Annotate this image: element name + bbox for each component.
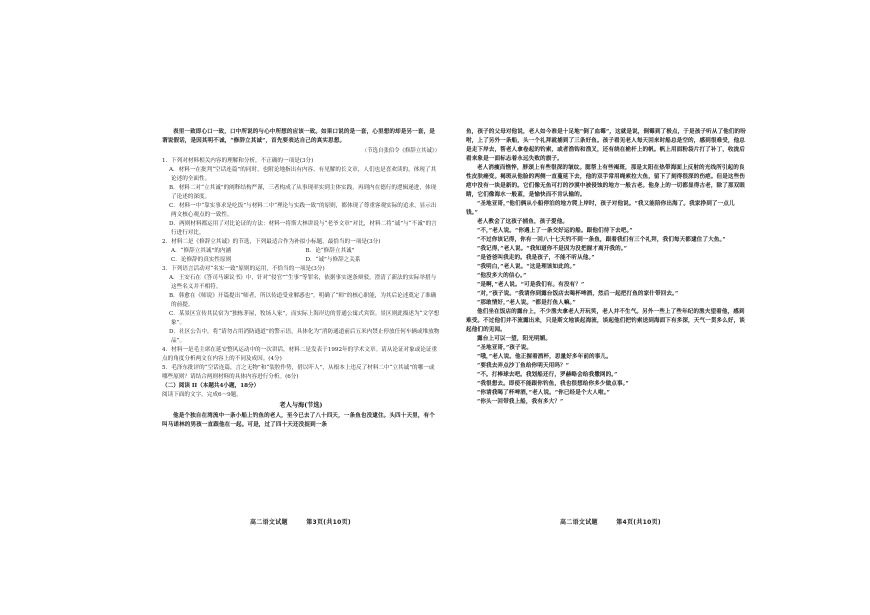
question-1-option-a: A．材料一在批判“空话连篇”的同时，也附论地指出有内容、有见解的长文章，人们也是喜欢读的，体现了其论述的全面性。 <box>169 167 437 182</box>
intro-paragraph: 表里一致即心口一致，口中所说的与心中所想的应该一致。如果口说的是一套，心里想的却是另一套，是谓说假话，是因其明不诚，“修辞立其诚”，首先要表达自己的真实思想。 <box>162 129 435 144</box>
dialogue-line: “哦，”老人说。他正握着酒杯，思量好多年前的事儿。 <box>477 354 612 360</box>
question-2-option-d: D．“诚”与修辞之关系 <box>305 257 361 263</box>
question-3-option-a: A．王安石在《答司马谏议书》中，针对“侵官”“生事”等罪名，依据事实逐条辩驳，澄清了新法的实际举措与这些名义并不相符。 <box>169 275 437 290</box>
question-2-stem: 2．材料二是《修辞立其诚》的节选，下列最适合作为补拟小标题，最恰当的一项是(3分) <box>162 239 381 245</box>
question-1-option-c: C．材料一中“靠实事求是吃饭”与材料二中“理论与实践一致”的原则，都体现了尊重客观实际的追求，显示出两文核心观点的一致性。 <box>169 203 437 218</box>
question-3-stem: 3．下列语言活动对“名实一致”原则的运用，不恰当的一项是(3分) <box>162 266 325 272</box>
source-citation: （节选自张伯令《修辞立其诚》） <box>361 148 440 154</box>
dialogue-line: “我明白，”老人说。“这是理该如此的。” <box>477 264 576 270</box>
question-3-option-b: B．韩愈在《师说》开篇提出“师者，所以传道受业解惑也”，明确了“师”的核心职能，为其后论述奠定了准确的前提。 <box>169 293 437 308</box>
article-paragraph: 他们坐在饭店的露台上，不少渔夫拿老人开玩笑，老人并不生气。另外一些上了些年纪的渔夫望着他，感到难受。不过他们并不流露出来，只是斯文地谈起海流，谈起他们把钓索送到海面下有多深，天气一贯多么好，谈起他们的见闻。 <box>466 309 745 333</box>
dialogue-line: “不。打棒球去吧。我划船还行，罗赫略会给我撒网的。” <box>477 372 618 378</box>
dialogue-line: “他没多大的信心。” <box>477 273 527 279</box>
footer-page-number: 第4页(共10页) <box>616 519 661 526</box>
article-paragraph: 鱼，孩子的父母对他说，老人如今准是十足地“倒了血霉”，这就是说，倒霉到了极点，于是孩子听从了他们的吩咐，上了另外一条船，头一个礼拜就捕到了三条好鱼。孩子看见老人每天回来时船总是空的，感到很难受，他总是走下岸去，帮老人拿卷起的钓索，或者渔钩和渔叉，还有绕在桅杆上的帆。帆上用面粉袋片打了补丁，收拢后看来象是一面标志着永远失败的旗子。 <box>466 129 746 162</box>
right-page <box>466 128 746 407</box>
question-1-option-d: D．两则材料都运用了对比论证的方法：材料一将斯大林讲说与“老爷文章”对比，材料二将“诚”与“不诚”的言行进行对比。 <box>169 221 437 236</box>
dialogue-line: “不过你该记得，你有一回八十七天钓不到一条鱼，跟着我们有三个礼拜，我们每天都逮住了大鱼。” <box>477 237 726 243</box>
question-3-option-d: D．社区公告中，将“请勿占用消防通道”的警示语，具体化为“消防通道前后五米内禁止停放任何车辆或堆放物品”。 <box>169 329 440 344</box>
dialogue-line: “是爸爸叫我走的。我是孩子，不能不听从他。” <box>477 255 595 261</box>
left-page <box>162 128 440 430</box>
dialogue-line: “我记得，”老人说。“我知道你不是因为没把握才离开我的。” <box>477 246 628 252</box>
footer-subject: 高二语文试题 <box>560 519 598 526</box>
section-heading: （二）阅读 II（本题共4小题，18分） <box>162 383 260 389</box>
dialogue-line: “是啊，”老人说。“可是我们有。有没有？” <box>477 282 585 288</box>
article-paragraph: 老人教会了这孩子捕鱼，孩子爱他。 <box>477 219 569 225</box>
dialogue-line: “不，”老人说。“你遇上了一条交好运的船。跟他们待下去吧。” <box>477 228 633 234</box>
section-instruction: 阅读下面的文字，完成6～9题。 <box>162 392 242 398</box>
article-paragraph: 露台上可以一望，阳光明媚。 <box>477 336 552 342</box>
dialogue-line: “那敢情好，”老人说。“都是打鱼人嘛。” <box>477 300 576 306</box>
question-1-stem: 1．下列对材料相关内容的理解和分析，不正确的一项是(3分) <box>162 158 314 164</box>
dialogue-line: “我很想去。即使不能跟你钓鱼，我也很想给你多少做点事。” <box>477 381 629 387</box>
dialogue-line: “圣地亚哥，”他们俩从小船停泊的地方爬上岸时，孩子对他说。“我又能陪你出海了。我家挣到了一点儿钱。” <box>466 201 735 216</box>
question-3-option-c: C．某景区宣传其民宿为“独栋茅屋，牧场人家”，而实际上海岸边的普通公寓式宾馆。景区则此描述为“文学想象”。 <box>169 311 440 326</box>
question-5: 5．毛泽东批评的“空话连篇，言之无物”和“装腔作势，借以吓人”，从根本上违反了材料二中“立其诚”的哪一或哪些原则？请结合两则材料的具体内容进行分析。(6分) <box>162 365 435 380</box>
question-2-option-b: B．论“修辞立其诚” <box>305 248 355 254</box>
question-2-options <box>162 247 440 265</box>
dialogue-line: “要我去弄点沙丁鱼给你明天用吗？” <box>477 363 570 369</box>
dialogue-line: “对，”孩子说。“我请你到露台饭店去喝杯啤酒，然后一起把打鱼的家什带回去。” <box>477 291 679 297</box>
article-paragraph: 他是个独自在湾流中一条小船上钓鱼的老人，至今已去了八十四天，一条鱼也没逮住。头四十天里，有个叫马诺林的男孩一直跟他在一起。可是，过了四十天还没捉到一条 <box>162 413 435 428</box>
footer-subject: 高二语文试题 <box>250 519 288 526</box>
dialogue-line: “你头一回带我上船，我有多大？” <box>477 399 564 405</box>
article-paragraph: 老人消瘦而憔悴，脖颈上有些很深的皱纹。腮帮上有些褐斑，那是太阳在热带海面上反射的光线所引起的良性皮肤癌变。褐斑从他脸的两侧一直蔓延下去，他的双手常用绳索拉大鱼，留下了刻得很深的伤疤。但是这些伤疤中没有一块是新的。它们像无鱼可打的沙漠中被侵蚀的地方一般古老。他身上的一切都显得古老，除了那双眼睛，它们像海水一般蓝，是愉快而不肯认输的。 <box>466 165 745 198</box>
question-2-option-a: A．“修辞立其诚”的内涵 <box>171 248 232 254</box>
dialogue-line: “圣地亚哥，”孩子说。 <box>477 345 533 351</box>
right-page-footer <box>560 517 677 526</box>
left-page-footer <box>250 517 367 526</box>
question-1-option-b: B．材料二对“立其诚”的阐释结构严谨，三者构成了从事现率实到主体实践，再到内在德行的逻辑递进，体现了论述的深度。 <box>169 185 437 200</box>
footer-page-number: 第3页(共10页) <box>306 519 351 526</box>
article-title: 老人与海(节选) <box>279 402 323 409</box>
question-4: 4．材料一是毛主席在延安整风运动中的一次讲话，材料二是发表于1992年的学术文章。请从论证对象或论证重点的角度分析两文在内容上的不同及成因。(4分) <box>162 347 438 362</box>
question-2-option-c: C．论修辞的真实性原则 <box>171 257 232 263</box>
dialogue-line: “你请我喝了杯啤酒，”老人说。“你已经是个大人啦。” <box>477 390 610 396</box>
